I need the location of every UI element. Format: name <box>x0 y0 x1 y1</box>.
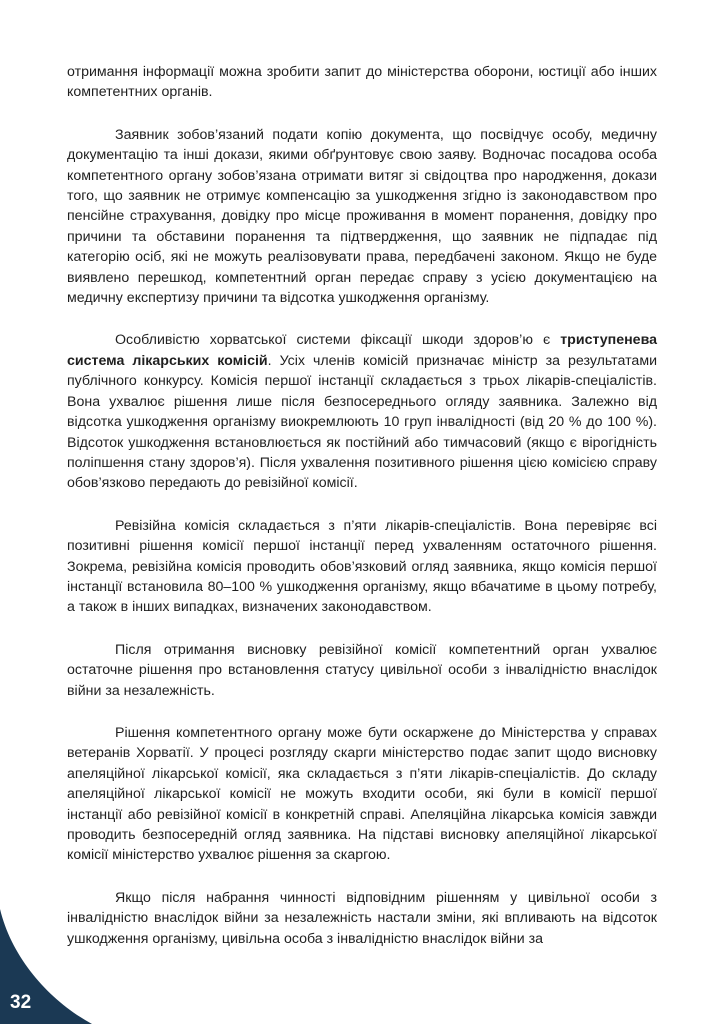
paragraph-2: Заявник зобов’язаний подати копію документа, що посвідчує особу, медичну документацію та інші докази, якими обґрунтовує свою заяву. Водночас посадова особа компетентного органу зобов’язана отримати витяг зі свідоцтва про народження, докази того, що заявник не отримує компенсацію за ушкодження згідно із законодавством про пенсійне страхування, довідку про місце проживання в момент поранення, довідку про причини та обставини поранення та підтвердження, що заявник не підпадає під категорію осіб, які не можуть реалізовувати права, передбачені законом. Якщо не буде виявлено перешкод, компетентний орган передає справу з усією документацією на медичну експертизу причини та відсотка ушкодження організму. <box>67 126 657 307</box>
paragraph-3-end: . Усіх членів комісій призначає міністр за результатами публічного конкурсу. Комісія першої інстанції складається з трьох лікарів-спеціалістів. Вона ухвалює рішення лише після безпосереднього огляду заявника. Залежно від відсотка ушкодження організму виокремлюють 10 груп інвалідності (від 20 % до 100 %). Відсоток ушкодження встановлюється як постійний або тимчасовий (якщо є вірогідність поліпшення стану здоров’я). Після ухвалення позитивного рішення цією комісією справу обов’язково передають до ревізійної комісії. <box>67 352 658 492</box>
paragraph-1: отримання інформації можна зробити запит до міністерства оборони, юстиції або інших компетентних органів. <box>67 64 657 101</box>
paragraph-4: Ревізійна комісія складається з п’яти лікарів-спеціалістів. Вона перевіряє всі позитивні рішення комісії першої інстанції перед ухваленням остаточного рішення. Зокрема, ревізійна комісія проводить обов’язковий огляд заявника, якщо комісія першої інстанції встановила 80–100 % ушкодження організму, якщо вбачатиме в цьому потребу, а також в інших випадках, визначених законодавством. <box>67 517 657 616</box>
page-number: 32 <box>10 992 32 1013</box>
paragraph-3-bold-term: триступенева система лікарських комісій <box>67 332 657 369</box>
paragraph-3-start: Особливістю хорватської системи фіксації шкоди здоров’ю є <box>115 332 561 349</box>
paragraph-7: Якщо після набрання чинності відповідним рішенням у цивільної особи з інвалідністю внаслідок війни за незалежність настали зміни, які впливають на відсоток ушкодження організму, цивільна особа з інвалідністю внаслідок війни за <box>67 889 657 947</box>
paragraph-3 <box>67 330 657 493</box>
paragraph-5: Після отримання висновку ревізійної комісії компетентний орган ухвалює остаточне рішення про встановлення статусу цивільної особи з інвалідністю внаслідок війни за незалежність. <box>67 641 657 699</box>
paragraph-6: Рішення компетентного органу може бути оскаржене до Міністерства у справах ветеранів Хорватії. У процесі розгляду скарги міністерство подає запит щодо висновку апеляційної лікарської комісії, яка складається з п’яти лікарів-спеціалістів. До складу апеляційної лікарської комісії не можуть входити особи, які були в комісії першої інстанції або ревізійної комісії в конкретній справі. Апеляційна лікарська комісія завжди проводить безпосередній огляд заявника. На підставі висновку апеляційної лікарської комісії міністерство ухвалює рішення за скаргою. <box>67 724 657 864</box>
document-body <box>67 62 657 971</box>
